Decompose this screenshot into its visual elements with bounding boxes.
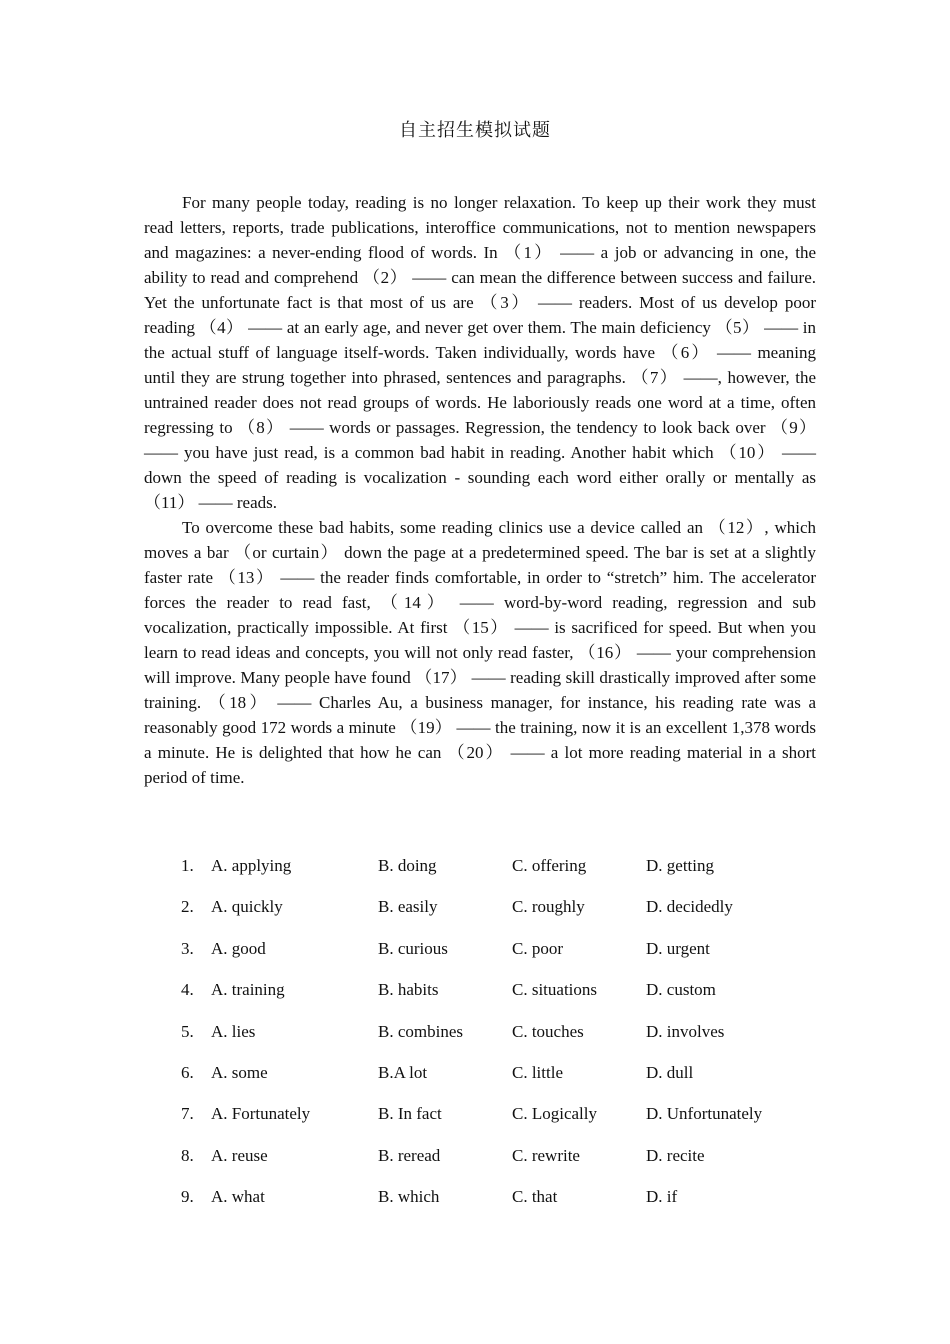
option-d: D. dull xyxy=(646,1062,694,1082)
option-a: A. Fortunately xyxy=(211,1104,311,1124)
question-row-2 xyxy=(181,897,821,938)
option-a: A. reuse xyxy=(211,1145,268,1165)
question-number: 4. xyxy=(181,980,194,1000)
question-row-1 xyxy=(181,856,821,897)
option-a: A. training xyxy=(211,980,285,1000)
option-c: C. touches xyxy=(512,1021,584,1041)
option-b: B. reread xyxy=(378,1145,441,1165)
option-d: D. custom xyxy=(646,980,716,1000)
option-b: B. which xyxy=(378,1187,440,1207)
passage-paragraph-2: To overcome these bad habits, some reading clinics use a device called an （12）, which moves a bar （or curtain） down the page at a predetermined speed. The bar is set at a slightly faster rate （13） —— the reader finds comfortable, in order to “stretch” him. The accelerator forces the reader to read fast, （14） —— word-by-word reading, regression and sub vocalization, practically impossible. At first （15） —— is sacrificed for speed. But when you learn to read ideas and concepts, you will not only read faster, （16） —— your comprehension will improve. Many people have found （17） —— reading skill drastically improved after some training. （18） —— Charles Au, a business manager, for instance, his reading rate was a reasonably good 172 words a minute （19） —— the training, now it is an excellent 1,378 words a minute. He is delighted that how he can （20） —— a lot more reading material in a short period of time. xyxy=(144,518,816,787)
option-a: A. lies xyxy=(211,1021,256,1041)
question-number: 7. xyxy=(181,1104,194,1124)
question-number: 8. xyxy=(181,1145,194,1165)
option-a: A. applying xyxy=(211,856,292,875)
option-c: C. Logically xyxy=(512,1104,597,1124)
option-d: D. involves xyxy=(646,1021,725,1041)
question-row-8 xyxy=(181,1146,821,1187)
option-b: B. In fact xyxy=(378,1104,442,1124)
option-a: A. some xyxy=(211,1062,268,1082)
question-row-5 xyxy=(181,1022,821,1063)
option-c: C. offering xyxy=(512,856,587,875)
question-row-7 xyxy=(181,1104,821,1145)
option-d: D. recite xyxy=(646,1145,705,1165)
question-number: 5. xyxy=(181,1021,194,1041)
option-b: B. curious xyxy=(378,938,448,958)
question-number: 6. xyxy=(181,1062,194,1082)
option-b: B.A lot xyxy=(378,1062,428,1082)
question-row-9 xyxy=(181,1187,821,1228)
option-a: A. what xyxy=(211,1187,265,1207)
option-d: D. if xyxy=(646,1187,678,1207)
option-b: B. habits xyxy=(378,980,439,1000)
option-c: C. little xyxy=(512,1062,563,1082)
option-c: C. rewrite xyxy=(512,1145,580,1165)
question-number: 1. xyxy=(181,856,194,875)
passage xyxy=(144,190,816,790)
option-a: A. good xyxy=(211,938,266,958)
question-row-6 xyxy=(181,1063,821,1104)
option-b: B. combines xyxy=(378,1021,463,1041)
option-c: C. roughly xyxy=(512,897,585,917)
question-row-3 xyxy=(181,939,821,980)
option-c: C. situations xyxy=(512,980,598,1000)
question-row-4 xyxy=(181,980,821,1021)
option-c: C. that xyxy=(512,1187,558,1207)
options-list xyxy=(181,856,821,1229)
option-d: D. getting xyxy=(646,856,714,875)
option-b: B. doing xyxy=(378,856,437,875)
option-d: D. urgent xyxy=(646,938,710,958)
question-number: 9. xyxy=(181,1187,194,1207)
option-a: A. quickly xyxy=(211,897,283,917)
question-number: 3. xyxy=(181,938,194,958)
question-number: 2. xyxy=(181,897,194,917)
page-title: 自主招生模拟试题 xyxy=(399,120,551,140)
option-b: B. easily xyxy=(378,897,438,917)
passage-paragraph-1: For many people today, reading is no longer relaxation. To keep up their work they must read letters, reports, trade publications, interoffice communications, not to mention newspapers and magazines: a never-ending flood of words. In （1） —— a job or advancing in one, the ability to read and comprehend （2） —— can mean the difference between success and failure. Yet the unfortunate fact is that most of us are （3） —— readers. Most of us develop poor reading （4） —— at an early age, and never get over them. The main deficiency （5） —— in the actual stuff of language itself-words. Taken individually, words have （6） —— meaning until they are strung together into phrased, sentences and paragraphs. （7） ——, however, the untrained reader does not read groups of words. He laboriously reads one word at a time, often regressing to （8） —— words or passages. Regression, the tendency to look back over （9） —— you have just read, is a common bad habit in reading. Another habit which （10） —— down the speed of reading is vocalization - sounding each word either orally or mentally as （11） —— reads. xyxy=(144,193,816,512)
option-d: D. Unfortunately xyxy=(646,1104,763,1124)
option-c: C. poor xyxy=(512,938,563,958)
option-d: D. decidedly xyxy=(646,897,733,917)
